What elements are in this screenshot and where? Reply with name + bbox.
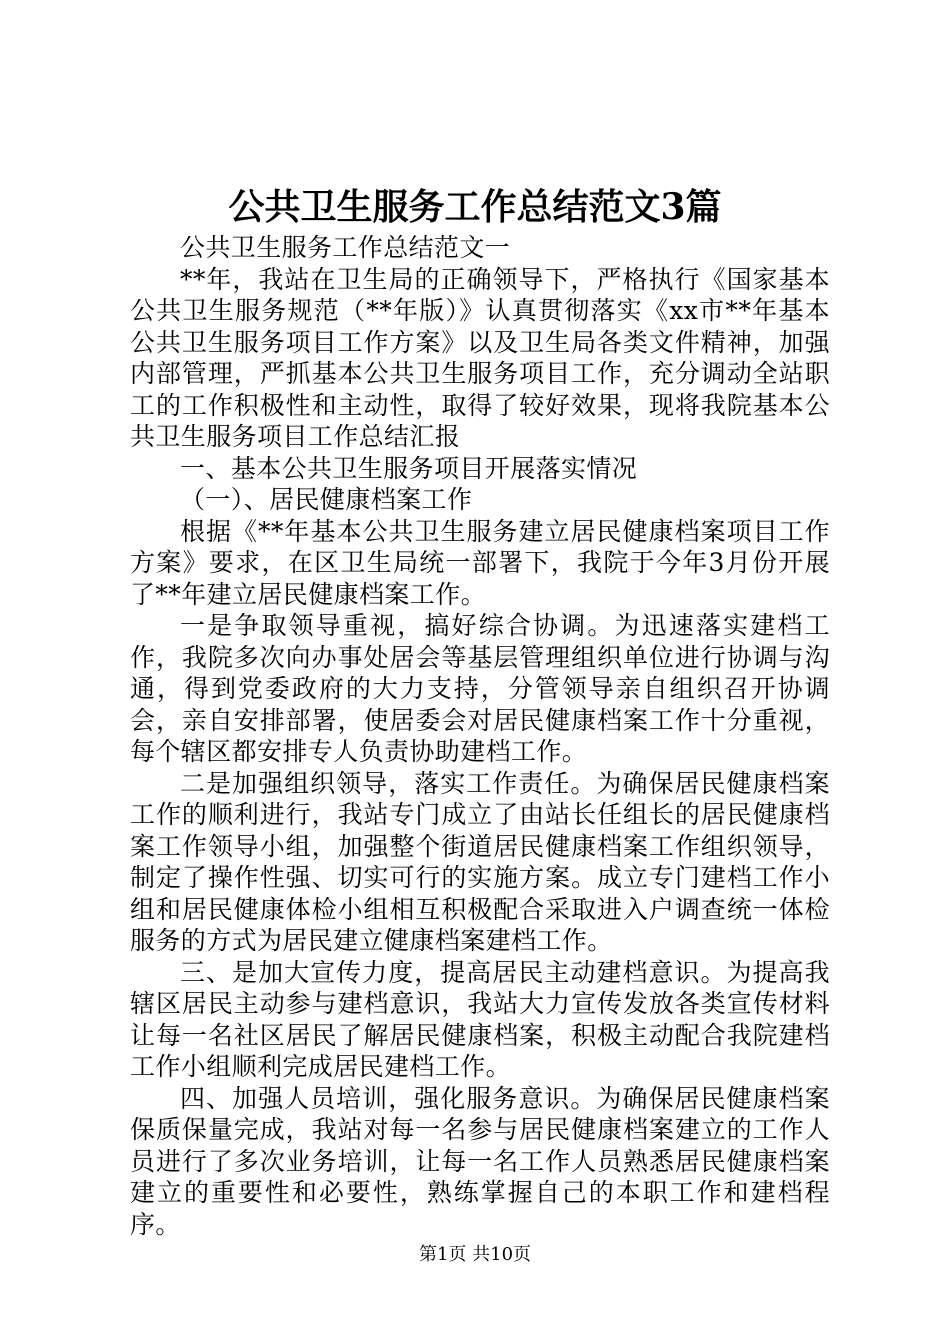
paragraph-subheading-1: （一）、居民健康档案工作 [180, 485, 473, 514]
paragraph-point-3: 三、是加大宣传力度，提高居民主动建档意识。为提高我辖区居民主动参与建档意识，我站大力宣传发放各类宣传材料让每一名社区居民了解居民健康档案，积极主动配合我院建档工作小组顺利完成居民建档工作。 [130, 957, 830, 1081]
paragraph-point-2: 二是加强组织领导，落实工作责任。为确保居民健康档案工作的顺利进行，我站专门成立了由站长任组长的居民健康档案工作领导小组，加强整个街道居民健康档案工作组织领导，制定了操作性强、切实可行的实施方案。成立专门建档工作小组和居民健康体检小组相互积极配合采取进入户调查统一体检服务的方式为居民建立健康档案建档工作。 [130, 768, 830, 955]
paragraph-point-4: 四、加强人员培训，强化服务意识。为确保居民健康档案保质保量完成，我站对每一名参与居民健康档案建立的工作人员进行了多次业务培训，让每一名工作人员熟悉居民健康档案建立的重要性和必要性，熟练掌握自己的本职工作和建档程序。 [130, 1083, 830, 1239]
paragraph-heading-1: 一、基本公共卫生服务项目开展落实情况 [180, 453, 638, 483]
paragraph-intro: **年，我站在卫生局的正确领导下，严格执行《国家基本公共卫生服务规范（**年版）》认真贯彻落实《xx市**年基本公共卫生服务项目工作方案》以及卫生局各类文件精神，加强内部管理，严抓基本公共卫生服务项目工作，充分调动全站职工的工作积极性和主动性，取得了较好效果，现将我院基本公共卫生服务项目工作总结汇报 [130, 264, 830, 451]
page-number-footer: 第1页 共10页 [418, 1244, 532, 1265]
paragraph-section-heading: 公共卫生服务工作总结范文一 [180, 233, 511, 262]
paragraph-point-1: 一是争取领导重视，搞好综合协调。为迅速落实建档工作，我院多次向办事处居会等基层管理组织单位进行协调与沟通，得到党委政府的大力支持，分管领导亲自组织召开协调会，亲自安排部署，使居委会对居民健康档案工作十分重视，每个辖区都安排专人负责协助建档工作。 [130, 611, 830, 766]
paragraph-health-records: 根据《**年基本公共卫生服务建立居民健康档案项目工作方案》要求，在区卫生局统一部署下，我院于今年3月份开展了**年建立居民健康档案工作。 [130, 516, 830, 609]
document-title: 公共卫生服务工作总结范文3篇 [228, 186, 722, 228]
document-body [130, 232, 830, 1240]
